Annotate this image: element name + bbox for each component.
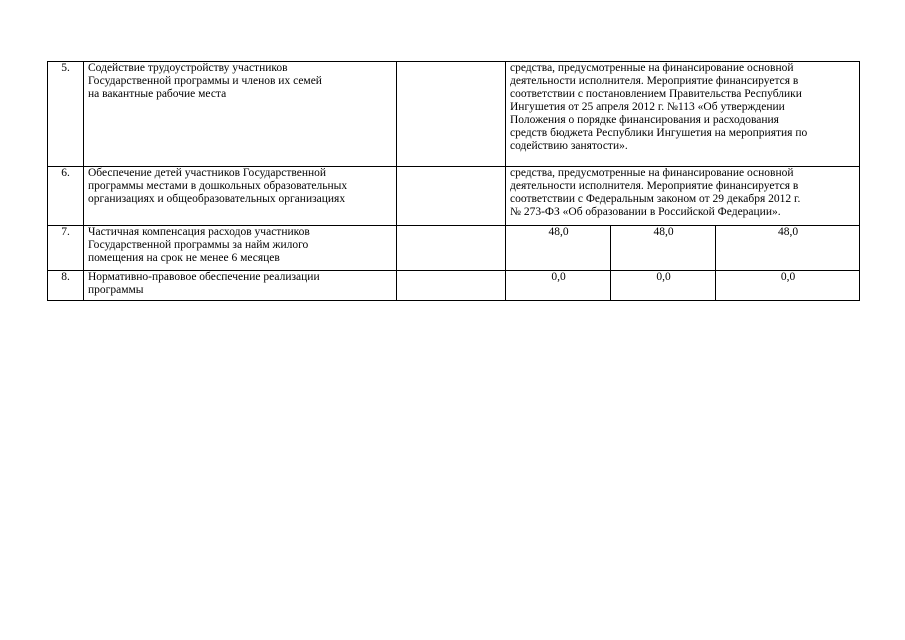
funding-note-line: содействию занятости». <box>510 140 628 152</box>
measure-name-line: помещения на срок не менее 6 месяцев <box>88 252 280 264</box>
measure-name <box>84 62 397 167</box>
measure-name-line: программы <box>88 284 144 296</box>
funding-note-line: деятельности исполнителя. Мероприятие финансируется в <box>510 75 799 87</box>
funding-note-line: Положения о порядке финансирования и расходования <box>510 114 779 126</box>
measure-name <box>84 167 397 226</box>
funding-note-line: деятельности исполнителя. Мероприятие финансируется в <box>510 180 799 192</box>
row-number: 5. <box>48 62 84 167</box>
funding-value: 0,0 <box>716 271 860 301</box>
table-row <box>48 167 860 226</box>
executor-cell <box>397 226 506 271</box>
measure-name-line: на вакантные рабочие места <box>88 88 227 100</box>
executor-cell <box>397 271 506 301</box>
funding-note-line: средств бюджета Республики Ингушетия на мероприятия по <box>510 127 808 139</box>
table-row <box>48 271 860 301</box>
measure-name-line: Обеспечение детей участников Государственной <box>88 167 327 179</box>
measure-name <box>84 226 397 271</box>
program-measures-table <box>47 61 860 301</box>
funding-value: 48,0 <box>611 226 716 271</box>
measure-name-line: Частичная компенсация расходов участников <box>88 226 310 238</box>
funding-value: 0,0 <box>506 271 611 301</box>
row-number: 6. <box>48 167 84 226</box>
funding-note <box>506 167 860 226</box>
executor-cell <box>397 167 506 226</box>
measure-name <box>84 271 397 301</box>
funding-note-line: соответствии с постановлением Правительства Республики <box>510 88 802 100</box>
measure-name-line: программы местами в дошкольных образовательных <box>88 180 348 192</box>
table-row <box>48 62 860 167</box>
funding-value: 48,0 <box>716 226 860 271</box>
funding-note <box>506 62 860 167</box>
row-number: 7. <box>48 226 84 271</box>
funding-note-line: № 273-ФЗ «Об образовании в Российской Федерации». <box>510 206 781 218</box>
measure-name-line: организациях и общеобразовательных организациях <box>88 193 346 205</box>
funding-value: 48,0 <box>506 226 611 271</box>
funding-value: 0,0 <box>611 271 716 301</box>
measure-name-line: Государственной программы и членов их семей <box>88 75 322 87</box>
executor-cell <box>397 62 506 167</box>
funding-note-line: средства, предусмотренные на финансирование основной <box>510 167 794 179</box>
row-number: 8. <box>48 271 84 301</box>
funding-note-line: средства, предусмотренные на финансирование основной <box>510 62 794 74</box>
funding-note-line: Ингушетия от 25 апреля 2012 г. №113 «Об утверждении <box>510 101 785 113</box>
measure-name-line: Государственной программы за найм жилого <box>88 239 309 251</box>
measure-name-line: Нормативно-правовое обеспечение реализации <box>88 271 320 283</box>
measure-name-line: Содействие трудоустройству участников <box>88 62 288 74</box>
table-row <box>48 226 860 271</box>
funding-note-line: соответствии с Федеральным законом от 29 декабря 2012 г. <box>510 193 801 205</box>
